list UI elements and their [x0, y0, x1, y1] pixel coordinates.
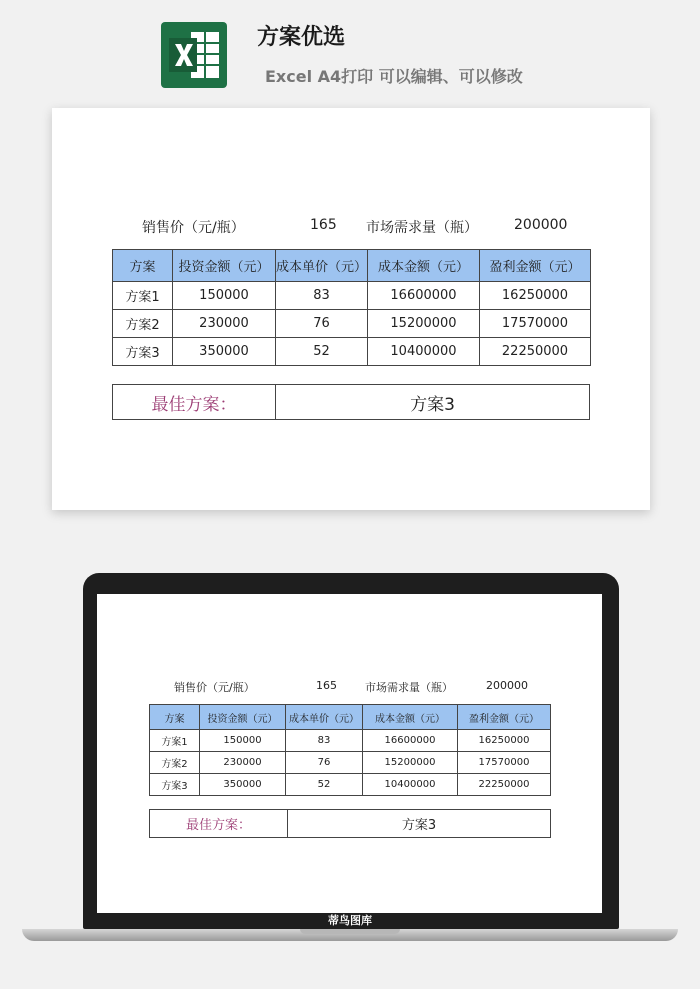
table-row	[150, 752, 551, 774]
table-cell: 83	[276, 282, 368, 310]
table-cell: 230000	[173, 310, 276, 338]
laptop-screen	[97, 594, 602, 913]
best-plan-value: 方案3	[410, 394, 455, 415]
laptop-notch	[300, 929, 400, 934]
table-cell: 10400000	[368, 338, 480, 366]
demand-label: 市场需求量（瓶）	[365, 681, 453, 694]
table-cell: 方案1	[113, 282, 173, 310]
table-cell: 83	[286, 730, 363, 752]
best-plan-box	[112, 384, 590, 420]
table-row	[113, 282, 591, 310]
table-cell: 16600000	[363, 730, 458, 752]
column-header: 成本金额（元）	[368, 250, 480, 282]
price-value: 165	[316, 679, 337, 692]
table-cell: 10400000	[363, 774, 458, 796]
demand-value: 200000	[486, 679, 528, 692]
column-header: 成本单价（元）	[286, 705, 363, 730]
page-subtitle: Excel A4打印 可以编辑、可以修改	[265, 67, 523, 86]
column-header: 盈利金额（元）	[480, 250, 591, 282]
table-cell: 15200000	[363, 752, 458, 774]
column-header: 投资金额（元）	[173, 250, 276, 282]
table-cell: 15200000	[368, 310, 480, 338]
column-header: 盈利金额（元）	[458, 705, 551, 730]
plan-table	[112, 249, 591, 366]
best-plan-label: 最佳方案：	[113, 385, 276, 419]
table-cell: 22250000	[458, 774, 551, 796]
excel-icon	[161, 22, 227, 88]
sheet-preview	[52, 108, 650, 510]
best-plan-value: 方案3	[401, 818, 437, 833]
table-cell: 方案3	[113, 338, 173, 366]
price-label: 销售价（元/瓶）	[142, 220, 245, 236]
table-cell: 52	[276, 338, 368, 366]
table-header-row	[150, 705, 551, 730]
table-cell: 52	[286, 774, 363, 796]
table-row	[150, 730, 551, 752]
table-cell: 17570000	[480, 310, 591, 338]
column-header: 方案	[113, 250, 173, 282]
table-cell: 方案2	[150, 752, 200, 774]
column-header: 成本金额（元）	[363, 705, 458, 730]
best-plan-box	[149, 809, 551, 838]
table-cell: 方案1	[150, 730, 200, 752]
demand-value: 200000	[514, 217, 568, 233]
table-cell: 16250000	[458, 730, 551, 752]
table-cell: 方案3	[150, 774, 200, 796]
best-plan-label: 最佳方案：	[150, 810, 288, 837]
demand-label: 市场需求量（瓶）	[366, 220, 478, 236]
table-row	[113, 338, 591, 366]
table-cell: 16250000	[480, 282, 591, 310]
page-title: 方案优选	[257, 25, 346, 50]
column-header: 投资金额（元）	[200, 705, 286, 730]
table-cell: 76	[286, 752, 363, 774]
table-row	[150, 774, 551, 796]
table-cell: 350000	[173, 338, 276, 366]
table-cell: 230000	[200, 752, 286, 774]
table-cell: 方案2	[113, 310, 173, 338]
table-cell: 350000	[200, 774, 286, 796]
table-cell: 16600000	[368, 282, 480, 310]
table-cell: 17570000	[458, 752, 551, 774]
table-cell: 150000	[173, 282, 276, 310]
plan-table	[149, 704, 551, 796]
column-header: 成本单价（元）	[276, 250, 368, 282]
table-cell: 22250000	[480, 338, 591, 366]
table-cell: 150000	[200, 730, 286, 752]
price-label: 销售价（元/瓶）	[174, 681, 255, 694]
table-cell: 76	[276, 310, 368, 338]
table-header-row	[113, 250, 591, 282]
price-value: 165	[310, 217, 337, 233]
column-header: 方案	[150, 705, 200, 730]
laptop-brand: 蒂鸟图库	[328, 914, 372, 927]
table-row	[113, 310, 591, 338]
